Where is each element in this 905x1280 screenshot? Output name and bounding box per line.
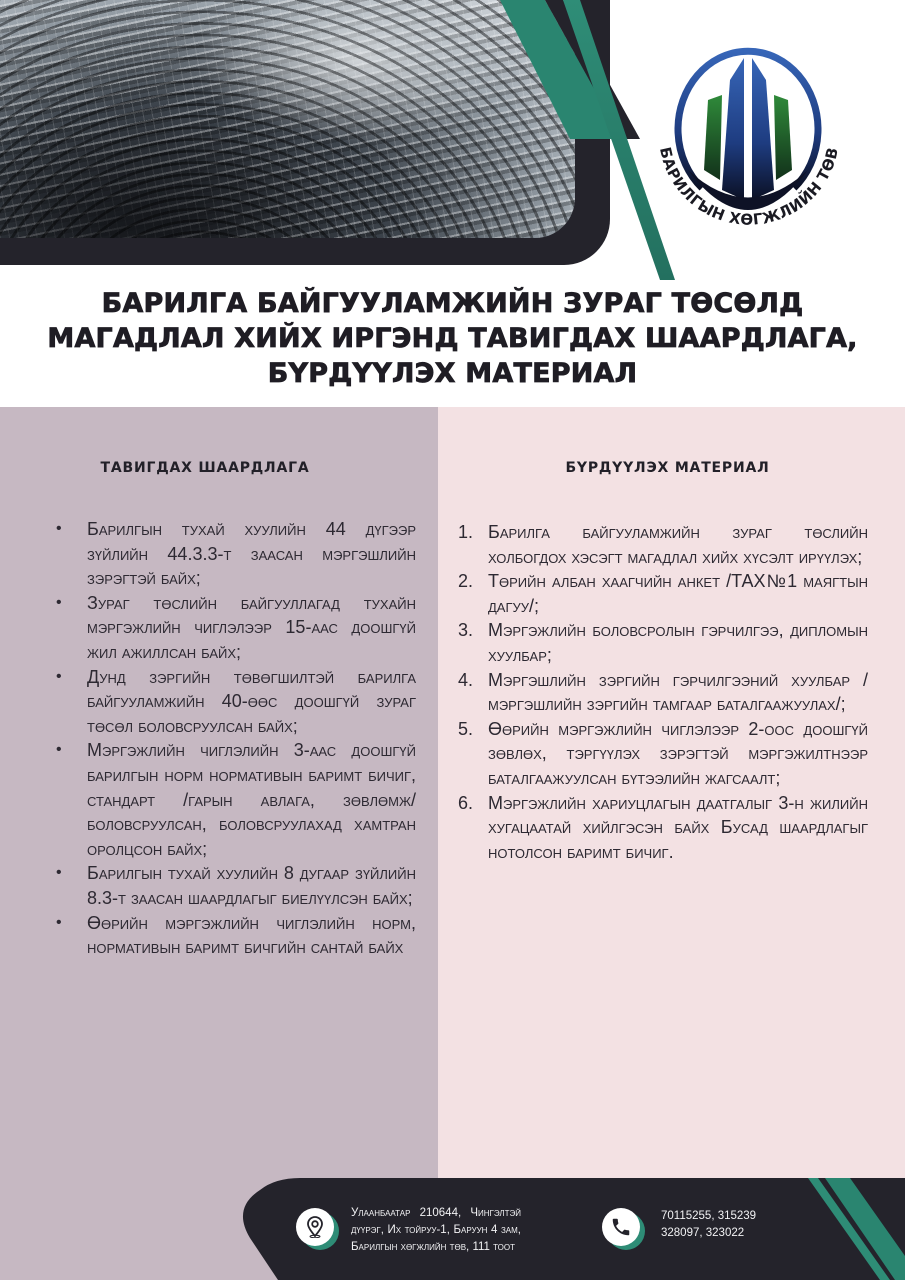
list-item: 5. Өөрийн мэргэжлийн чиглэлээр 2-оос доошгүй зөвлөх, тэргүүлэх зэрэгтэй мэргэжилтнээр баталгаажуулсан бүтээлийн жагсаалт; xyxy=(458,718,868,788)
location-pin-icon xyxy=(305,1216,325,1238)
bullet-icon: • xyxy=(56,593,62,611)
materials-list xyxy=(458,520,868,864)
requirements-list xyxy=(54,517,416,960)
list-item: 6. Мэргэжлийн хариуцлагын даатгалыг 3-н жилийн хугацаатай хийлгэсэн байх Бусад шаардлагыг нотолсон баримт бичиг. xyxy=(458,792,868,862)
item-number: 6. xyxy=(458,792,474,813)
title-line-1: БАРИЛГА БАЙГУУЛАМЖИЙН ЗУРАГ ТӨСӨЛД xyxy=(101,288,804,319)
phone-circle xyxy=(602,1208,640,1246)
header-banner xyxy=(0,0,905,280)
footer-background xyxy=(240,1178,905,1280)
title-line-2: МАГАДЛАЛ ХИЙХ ИРГЭНД ТАВИГДАХ ШААРДЛАГА, xyxy=(47,323,858,354)
item-number: 4. xyxy=(458,669,474,690)
address-text: Улаанбаатар 210644, Чингэлтэй дүүрэг, Их тойруу-1, Баруун 4 зам, Барилгын хөгжлийн төв, 111 тоот xyxy=(351,1207,521,1253)
requirements-heading: ТАВИГДАХ ШААРДЛАГА xyxy=(100,460,310,476)
list-item: 3. Мэргэжлийн боловсролын гэрчилгээ, дипломын хуулбар; xyxy=(458,620,868,665)
materials-section xyxy=(438,407,905,1280)
list-item: • Барилгын тухай хуулийн 44 дүгээр зүйлийн 44.3.3-т заасан мэргэшлийн зэрэгтэй байх; xyxy=(56,519,416,589)
item-number: 1. xyxy=(458,522,474,542)
list-item: • Барилгын тухай хуулийн 8 дугаар зүйлийн 8.3-т заасан шаардлагыг биелүүлсэн байх; xyxy=(56,863,416,908)
bullet-icon: • xyxy=(56,741,62,759)
phone-numbers xyxy=(661,1208,791,1242)
footer-contact-bar xyxy=(240,1178,905,1280)
list-item: • Дунд зэргийн төвөгшилтэй барилга байгууламжийн 40-өөс доошгүй зураг төсөл боловсруулсан байх; xyxy=(56,666,416,736)
list-item: 4. Мэргэшлийн зэргийн гэрчилгээний хуулбар /мэргэшлийн зэргийн тамгаар баталгаажуулах/; xyxy=(458,669,868,715)
building-towers-logo xyxy=(648,40,848,240)
phone-line-2: 328097, 323022 xyxy=(661,1227,745,1239)
item-number: 3. xyxy=(458,620,474,641)
bullet-icon: • xyxy=(56,864,62,882)
page-title xyxy=(0,286,905,391)
location-circle xyxy=(296,1208,334,1246)
title-line-3: БҮРДҮҮЛЭХ МАТЕРИАЛ xyxy=(267,358,638,389)
bullet-icon: • xyxy=(56,913,62,931)
item-number: 5. xyxy=(458,718,474,739)
list-item: • Зураг төслийн байгууллагад тухайн мэргэжлийн чиглэлээр 15-аас доошгүй жил ажиллсан байх; xyxy=(56,592,416,662)
bullet-icon: • xyxy=(56,520,62,537)
logo-text: БАРИЛГЫН ХӨГЖЛИЙН ТӨВ xyxy=(655,145,843,229)
list-item: 2. Төрийн албан хаагчийн анкет /ТАХ№1 маягтын дагуу/; xyxy=(458,571,868,616)
list-item: • Өөрийн мэргэжлийн чиглэлийн норм, нормативын баримт бичгийн сантай байх xyxy=(56,912,416,958)
materials-heading: БҮРДҮҮЛЭХ МАТЕРИАЛ xyxy=(565,460,770,476)
bullet-icon: • xyxy=(56,667,62,685)
requirements-section xyxy=(0,407,438,1280)
list-item: • Мэргэжлийн чиглэлийн 3-аас доошгүй барилгын норм нормативын баримт бичиг, стандарт /гарын авлага, зөвлөмж/ боловсруулсан, боловсруулахад хамтран оролцсон байх; xyxy=(56,740,416,859)
list-item: 1. Барилга байгууламжийн зураг төслийн холбогдох хэсэгт магадлал хийх хүсэлт ирүүлэх; xyxy=(458,522,868,567)
phone-line-1: 70115255, 315239 xyxy=(661,1210,757,1222)
item-number: 2. xyxy=(458,571,474,592)
phone-icon xyxy=(610,1216,632,1238)
